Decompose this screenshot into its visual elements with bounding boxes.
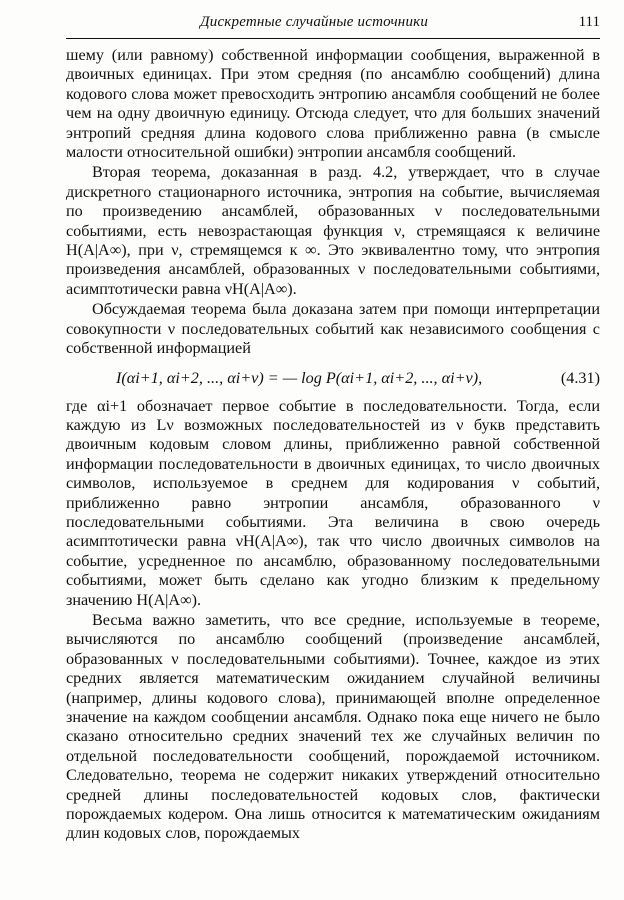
- equation-4-31: [66, 367, 600, 389]
- equation-expression: I(αi+1, αi+2, ..., αi+ν) = — log P(αi+1, αi+2, ..., αi+ν),: [116, 368, 483, 387]
- page-body: [66, 46, 600, 844]
- paragraph-theorem-proof: Обсуждаемая теорема была доказана затем при помощи интерпретации совокупности ν последовательных событий как независимого сообщения с собственной информацией: [66, 300, 600, 358]
- equation-number: (4.31): [560, 368, 600, 387]
- paragraph-continued: шему (или равному) собственной информации сообщения, выраженной в двоичных единицах. При этом средняя (по ансамблю сообщений) длина кодового слова может превосходить энтропию ансамбля сообщений не более чем на одну двоичную единицу. Отсюда следует, что для больших значений энтропий средняя длина кодового слова приближенно равна (в смысле малости относительной ошибки) энтропии ансамбля сообщений.: [66, 46, 600, 162]
- header-rule: [66, 38, 600, 39]
- paragraph-averages: Весьма важно заметить, что все средние, используемые в теореме, вычисляются по ансамблю сообщений (произведение ансамблей, образованных ν последовательными событиями). Точнее, каждое из этих средних является математическим ожиданием случайной величины (например, длины кодового слова), принимающей вполне определенное значение на каждом сообщении ансамбля. Однако пока еще ничего не было сказано относительно средних значений тех же случайных величин по отдельной последовательности сообщений, порождаемой источником. Следовательно, теорема не содержит никаких утверждений относительно средней длины последовательностей кодовых слов, фактически порождаемых кодером. Она лишь относится к математическим ожиданиям длин кодовых слов, порождаемых: [66, 610, 600, 843]
- page-number: 111: [578, 14, 600, 30]
- running-header: [66, 14, 600, 40]
- paragraph-second-theorem: Вторая теорема, доказанная в разд. 4.2, утверждает, что в случае дискретного стационарного источника, энтропия на событие, вычисляемая по произведению ансамблей, образованных ν последовательными событиями, есть невозрастающая функция ν, стремящаяся к величине H(A|A∞), при ν, стремящемся к ∞. Это эквивалентно тому, что энтропия произведения ансамблей, образованных ν последовательными событиями, асимптотически равна νH(A|A∞).: [66, 163, 600, 298]
- chapter-title: Дискретные случайные источники: [200, 14, 429, 30]
- paragraph-coding: где αi+1 обозначает первое событие в последовательности. Тогда, если каждую из Lν возможных последовательностей из ν букв представить двоичным кодовым словом длины, приближенно равной собственной информации последовательности в двоичных единицах, то число двоичных символов, используемое в среднем для кодирования ν событий, приближенно равно энтропии ансамбля, образованного ν последовательными событиями. Эта величина в свою очередь асимптотически равна νH(A|A∞), так что число двоичных символов на событие, усредненное по ансамблю, образованному последовательными событиями, может быть сделано как угодно близким к предельному значению H(A|A∞).: [66, 396, 600, 609]
